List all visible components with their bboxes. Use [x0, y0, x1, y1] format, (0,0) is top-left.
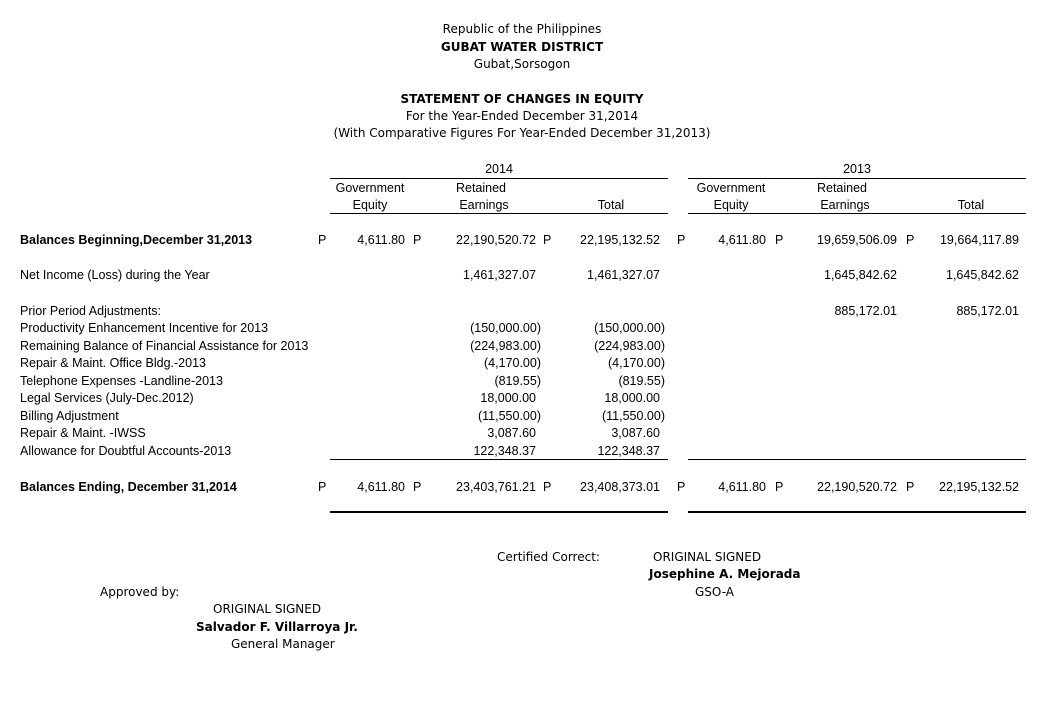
currency-symbol: P — [318, 233, 327, 247]
adjustment-tot: 18,000.00 — [604, 391, 660, 405]
subtotal-rule-2014 — [330, 459, 668, 460]
currency-symbol: P — [543, 480, 552, 494]
net-income-tot-2013: 1,645,842.62 — [946, 268, 1019, 282]
gov-equity-header-2014-l1: Government — [335, 181, 405, 195]
adjustment-label: Telephone Expenses -Landline-2013 — [20, 374, 223, 388]
ending-tot-2013: 22,195,132.52 — [939, 480, 1019, 494]
adjustment-label: Repair & Maint. -IWSS — [20, 426, 146, 440]
retained-header-2013-l2: Earnings — [820, 198, 870, 212]
year-2014-rule — [330, 178, 668, 179]
currency-symbol: P — [413, 480, 422, 494]
retained-header-2014-l2: Earnings — [459, 198, 509, 212]
ending-gov-2013: 4,611.80 — [718, 480, 766, 494]
adjustment-ret: 122,348.37 — [473, 444, 536, 458]
currency-symbol: P — [906, 480, 915, 494]
total-rule-2014 — [330, 511, 668, 513]
adjustment-ret: (224,983.00) — [470, 339, 541, 353]
net-income-tot-2014: 1,461,327.07 — [587, 268, 660, 282]
adjustment-label: Legal Services (July-Dec.2012) — [20, 391, 194, 405]
prior-ret-2013: 885,172.01 — [834, 304, 897, 318]
subtotal-rule-2013 — [688, 459, 1026, 460]
currency-symbol: P — [677, 480, 686, 494]
adjustment-tot: (150,000.00) — [594, 321, 665, 335]
ending-ret-2014: 23,403,761.21 — [456, 480, 536, 494]
statement-title: STATEMENT OF CHANGES IN EQUITY — [400, 92, 644, 106]
header-org: GUBAT WATER DISTRICT — [440, 40, 604, 54]
adjustment-tot: (224,983.00) — [594, 339, 665, 353]
net-income-ret-2014: 1,461,327.07 — [463, 268, 536, 282]
row-net-income-label: Net Income (Loss) during the Year — [20, 268, 210, 282]
adjustment-label: Repair & Maint. Office Bldg.-2013 — [20, 356, 206, 370]
adjustment-tot: (819.55) — [618, 374, 665, 388]
gov-equity-header-2013-l1: Government — [696, 181, 766, 195]
approved-status: ORIGINAL SIGNED — [213, 602, 322, 616]
total-rule-2013 — [688, 511, 1026, 513]
retained-header-2014-l1: Retained — [455, 181, 507, 195]
currency-symbol: P — [543, 233, 552, 247]
gov-equity-header-2013-l2: Equity — [713, 198, 749, 212]
total-header-2014: Total — [597, 198, 625, 212]
adjustment-ret: (11,550.00) — [477, 409, 541, 423]
adjustment-tot: (4,170.00) — [608, 356, 665, 370]
adjustment-tot: 122,348.37 — [597, 444, 660, 458]
gov-equity-header-2014-l2: Equity — [352, 198, 388, 212]
currency-symbol: P — [906, 233, 915, 247]
beginning-tot-2014: 22,195,132.52 — [580, 233, 660, 247]
statement-comparative: (With Comparative Figures For Year-Ended December 31,2013) — [333, 126, 711, 140]
adjustment-label: Remaining Balance of Financial Assistance for 2013 — [20, 339, 309, 353]
ending-gov-2014: 4,611.80 — [357, 480, 405, 494]
certified-name: Josephine A. Mejorada — [649, 567, 801, 581]
adjustment-label: Productivity Enhancement Incentive for 2013 — [20, 321, 269, 335]
currency-symbol: P — [677, 233, 686, 247]
currency-symbol: P — [775, 480, 784, 494]
adjustment-ret: (4,170.00) — [484, 356, 541, 370]
beginning-ret-2014: 22,190,520.72 — [456, 233, 536, 247]
header-2013-rule — [688, 213, 1026, 214]
beginning-gov-2013: 4,611.80 — [718, 233, 766, 247]
header-2014-rule — [330, 213, 668, 214]
year-2014-header: 2014 — [485, 162, 513, 176]
statement-period: For the Year-Ended December 31,2014 — [405, 109, 639, 123]
approved-name: Salvador F. Villarroya Jr. — [196, 620, 358, 634]
header-location: Gubat,Sorsogon — [473, 57, 571, 71]
beginning-tot-2013: 19,664,117.89 — [939, 233, 1019, 247]
net-income-ret-2013: 1,645,842.62 — [824, 268, 897, 282]
prior-tot-2013: 885,172.01 — [956, 304, 1019, 318]
adjustment-label: Allowance for Doubtful Accounts-2013 — [20, 444, 232, 458]
ending-tot-2014: 23,408,373.01 — [580, 480, 660, 494]
row-beginning-label: Balances Beginning,December 31,2013 — [20, 233, 253, 247]
retained-header-2013-l1: Retained — [816, 181, 868, 195]
certified-label: Certified Correct: — [497, 550, 600, 564]
row-ending-label: Balances Ending, December 31,2014 — [20, 480, 237, 494]
total-header-2013: Total — [957, 198, 985, 212]
adjustment-tot: 3,087.60 — [611, 426, 660, 440]
currency-symbol: P — [775, 233, 784, 247]
adjustment-ret: (150,000.00) — [470, 321, 541, 335]
beginning-ret-2013: 19,659,506.09 — [817, 233, 897, 247]
adjustment-ret: (819.55) — [494, 374, 541, 388]
header-country: Republic of the Philippines — [442, 22, 602, 36]
currency-symbol: P — [318, 480, 327, 494]
approved-title: General Manager — [231, 637, 335, 651]
adjustment-tot: (11,550.00) — [601, 409, 665, 423]
adjustment-ret: 3,087.60 — [487, 426, 536, 440]
ending-ret-2013: 22,190,520.72 — [817, 480, 897, 494]
row-prior-label: Prior Period Adjustments: — [20, 304, 162, 318]
adjustment-label: Billing Adjustment — [20, 409, 119, 423]
currency-symbol: P — [413, 233, 422, 247]
year-2013-rule — [688, 178, 1026, 179]
beginning-gov-2014: 4,611.80 — [357, 233, 405, 247]
certified-status: ORIGINAL SIGNED — [653, 550, 762, 564]
certified-title: GSO-A — [695, 585, 734, 599]
adjustment-ret: 18,000.00 — [480, 391, 536, 405]
year-2013-header: 2013 — [843, 162, 871, 176]
approved-label: Approved by: — [100, 585, 180, 599]
